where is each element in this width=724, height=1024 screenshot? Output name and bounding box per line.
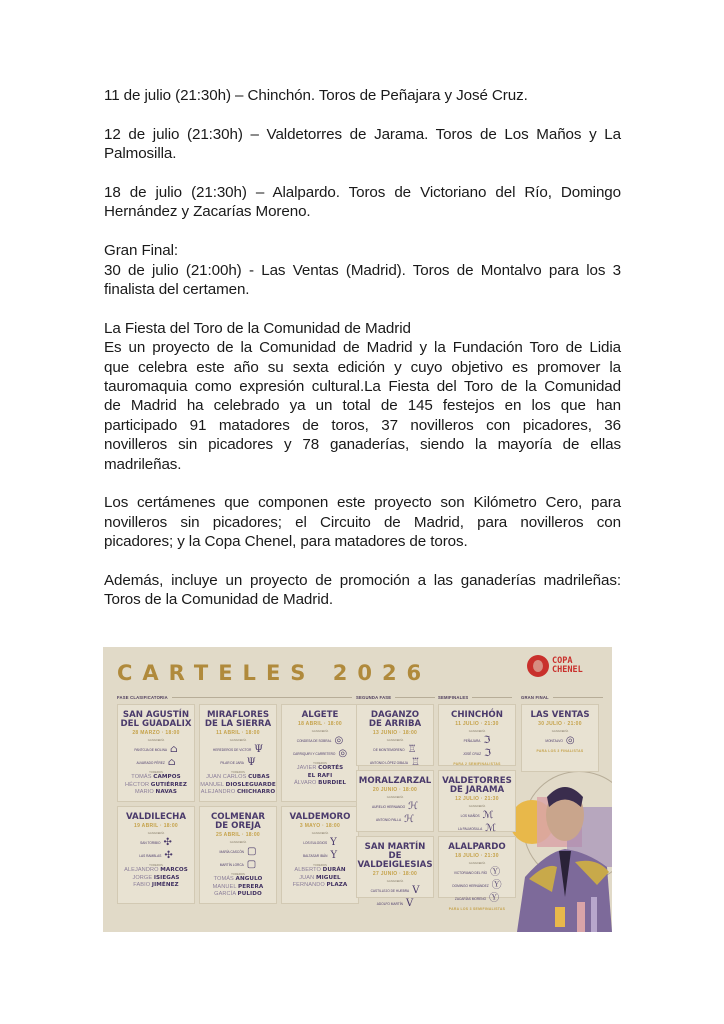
cattle-brand-icon: ℑ bbox=[484, 748, 492, 759]
cattle-brand-icon: Ψ bbox=[246, 757, 256, 768]
text-line: Palmosilla. bbox=[104, 145, 177, 163]
paragraph bbox=[104, 125, 621, 164]
ganaderia-item: MARÍA CASCÓN ▢ bbox=[219, 846, 257, 857]
card-city: COLMENAR DE OREJA bbox=[211, 812, 265, 831]
cattle-brand-icon: ⌂ bbox=[167, 757, 176, 768]
card-note: PARA LOS 3 SEMIFINALISTAS bbox=[448, 907, 506, 911]
ganaderia-item: AURELIO HERNANDO ℋ bbox=[371, 801, 418, 812]
bull-head-icon bbox=[527, 655, 549, 677]
ganaderia-item: JOSÉ CRUZ ℑ bbox=[462, 748, 492, 759]
torero-name: JAVIER CORTÉS bbox=[296, 765, 344, 771]
ganaderia-item: ALVARADO PÉREZ ⌂ bbox=[136, 757, 176, 768]
poster-title: CARTELES 2026 bbox=[117, 661, 432, 685]
torero-name: TOMÁS ANGULO bbox=[213, 876, 263, 882]
phase-clasificatoria bbox=[117, 695, 352, 700]
toreros-label: TOREROS bbox=[313, 863, 327, 867]
ganaderia-label: GANADERÍA bbox=[147, 831, 165, 835]
cattle-brand-icon: Y bbox=[330, 850, 338, 861]
ganaderia-item: CONDESA DE SOBRAL ◎ bbox=[296, 735, 344, 746]
ganaderia-label: GANADERÍA bbox=[311, 729, 329, 733]
ganaderia-label: GANADERÍA bbox=[229, 840, 247, 844]
torero-name: GARCÍA PULIDO bbox=[214, 891, 262, 898]
ganaderia-item: ZACARÍAS MORENO Ⓨ bbox=[454, 893, 500, 904]
event-card bbox=[356, 836, 434, 909]
text-line: novilleros sin picadores y 78 ganaderías, siendo la mayoría de ellas bbox=[104, 436, 621, 454]
cattle-brand-icon: Ⅴ bbox=[412, 885, 420, 896]
cattle-brand-icon: ◎ bbox=[565, 735, 575, 746]
divider bbox=[553, 697, 603, 698]
text-line: 12 de julio (21:30h) – Valdetorres de Jarama. Toros de Los Maños y La bbox=[104, 125, 621, 143]
card-city: DAGANZO DE ARRIBA bbox=[368, 710, 422, 729]
card-city: VALDETORRES DE JARAMA bbox=[442, 776, 512, 795]
ganaderia-item: LOS EULOGIOS Y bbox=[303, 837, 337, 848]
card-city: SAN MARTÍN DE VALDEIGLESIAS bbox=[357, 842, 433, 870]
ganaderia-label: GANADERÍA bbox=[551, 729, 569, 733]
card-note: PARA 2 SEMIFINALISTAS bbox=[453, 762, 501, 766]
text-line: La Fiesta del Toro de la Comunidad de Madrid bbox=[104, 319, 411, 337]
ganaderia-item: ANTONIO LÓPEZ GIBAJA ♖ bbox=[370, 757, 420, 768]
divider bbox=[172, 697, 352, 698]
paragraph bbox=[104, 241, 621, 299]
text-line: que celebra este año su sexta edición y cuyo objetivo es promover la bbox=[104, 358, 621, 376]
ganaderia-label: GANADERÍA bbox=[386, 795, 404, 799]
event-card bbox=[356, 770, 434, 832]
toreros-label: TOREROS bbox=[313, 761, 327, 765]
ganaderia-item: MONTALVO ◎ bbox=[545, 735, 575, 746]
phase-final bbox=[521, 695, 603, 700]
cattle-brand-icon: ℳ bbox=[482, 810, 494, 821]
torero-name: ALBERTO DURÁN bbox=[294, 867, 346, 873]
torero-name: ALEJANDRO CHICHARRO bbox=[200, 789, 276, 796]
card-date: 18 JULIO · 21:30 bbox=[455, 853, 499, 859]
torero-name: JUAN CARLOS CUBAS bbox=[206, 774, 270, 780]
torero-name: TOMÁS CAMPOS bbox=[131, 774, 181, 780]
toreros-label: TOREROS bbox=[149, 863, 163, 867]
event-card bbox=[356, 704, 434, 766]
cattle-brand-icon: Ⓨ bbox=[490, 867, 501, 878]
card-date: 25 ABRIL · 18:00 bbox=[216, 832, 260, 838]
event-card bbox=[438, 770, 516, 832]
cattle-brand-icon: ♖ bbox=[407, 744, 417, 755]
card-date: 20 JUNIO · 18:00 bbox=[372, 787, 418, 793]
divider bbox=[395, 697, 435, 698]
cattle-brand-icon: ♖ bbox=[411, 757, 420, 768]
text-line: Es un proyecto de la Comunidad de Madrid y la Fundación Toro de Lidia bbox=[104, 339, 621, 357]
event-card bbox=[199, 704, 277, 802]
ganaderia-item: CASTILLEJO DE HUEBRA Ⅴ bbox=[370, 885, 420, 896]
ganaderia-item: VICTORIANO DEL RÍO Ⓨ bbox=[453, 867, 501, 878]
ganaderia-item: LAS RAMBLAS ✣ bbox=[139, 850, 173, 861]
ganaderia-item: PANTOJA DE MOLINA ⌂ bbox=[134, 744, 178, 755]
paragraph bbox=[104, 493, 621, 551]
text-line: finalista del certamen. bbox=[104, 281, 250, 299]
ganaderia-label: GANADERÍA bbox=[468, 861, 486, 865]
phase-label: SEMIFINALES bbox=[438, 695, 469, 700]
ganaderia-item: PILAR DE JARA Ψ bbox=[220, 757, 256, 768]
torero-name: ÁLVARO BURDIEL bbox=[293, 780, 347, 787]
cattle-brand-icon: Y bbox=[330, 837, 337, 848]
card-date: 13 JUNIO · 18:00 bbox=[372, 730, 418, 736]
event-card bbox=[117, 704, 195, 802]
torero-name: MANUEL PERERA bbox=[212, 883, 264, 890]
card-city: MORALZARZAL bbox=[358, 776, 432, 786]
card-date: 19 ABRIL · 18:00 bbox=[134, 823, 178, 829]
card-date: 12 JULIO · 21:30 bbox=[455, 796, 499, 802]
text-line: novilleros sin picadores; el Circuito de Madrid, para novilleros con bbox=[104, 513, 621, 531]
toreros-label: TOREROS bbox=[231, 872, 245, 876]
text-line: Gran Final: bbox=[104, 242, 179, 260]
text-line: de Madrid ha celebrado ya un total de 145 festejos en los que han bbox=[104, 397, 621, 415]
paragraph bbox=[104, 183, 621, 222]
cattle-brand-icon: ⌂ bbox=[170, 744, 178, 755]
torero-name: MARIO NAVAS bbox=[135, 789, 177, 796]
cattle-brand-icon: ◎ bbox=[334, 735, 344, 746]
text-line: 18 de julio (21:30h) – Alalpardo. Toros de Victoriano del Río, Domingo bbox=[104, 184, 621, 201]
ganaderia-item: HEREDEROS DE VICTOR Ψ bbox=[212, 744, 264, 755]
card-city: ALGETE bbox=[301, 710, 339, 720]
ganaderia-item: ANTONIO PALLA ℋ bbox=[376, 814, 414, 825]
portrait-lilac-bar bbox=[591, 897, 597, 932]
document-body bbox=[104, 86, 621, 629]
card-city: ALALPARDO bbox=[448, 842, 506, 852]
ganaderia-label: GANADERÍA bbox=[468, 804, 486, 808]
ganaderia-item: PEÑAJARA ℑ bbox=[463, 735, 491, 746]
ganaderia-label: GANADERÍA bbox=[386, 879, 404, 883]
card-date: 11 ABRIL · 18:00 bbox=[216, 730, 260, 736]
ganaderia-item: LOS MAÑOS ℳ bbox=[460, 810, 494, 821]
torero-name: HÉCTOR GUTIÉRREZ bbox=[124, 781, 188, 788]
torero-name: FERNANDO PLAZA bbox=[292, 882, 348, 889]
card-city: SAN AGUSTÍN DEL GUADALIX bbox=[120, 710, 192, 729]
divider bbox=[472, 697, 512, 698]
phase-segunda bbox=[356, 695, 435, 700]
phase-label: FASE CLASIFICATORIA bbox=[117, 695, 168, 700]
cattle-brand-icon: ℋ bbox=[408, 801, 418, 812]
logo-text-line1: COPA bbox=[552, 656, 573, 666]
cattle-brand-icon: Ⅴ bbox=[405, 898, 414, 909]
ganaderia-label: GANADERÍA bbox=[229, 738, 247, 742]
ganaderia-label: GANADERÍA bbox=[468, 729, 486, 733]
portrait-pink-bar bbox=[577, 902, 585, 932]
card-city: CHINCHÓN bbox=[451, 710, 503, 720]
ganaderia-item: DE MONTEMORENO ♖ bbox=[373, 744, 417, 755]
text-line: participado 91 matadores de toros, 37 novilleros con picadores, 36 bbox=[104, 416, 621, 434]
torero-portrait bbox=[507, 767, 612, 932]
copa-chenel-logo bbox=[527, 655, 583, 677]
logo-text-line2: CHENEL bbox=[552, 665, 583, 675]
carteles-poster bbox=[103, 647, 612, 932]
paragraph bbox=[104, 86, 621, 105]
card-date: 3 MAYO · 18:00 bbox=[299, 823, 341, 829]
cattle-brand-icon: ℋ bbox=[404, 814, 414, 825]
event-card bbox=[521, 704, 599, 772]
torero-name: EL RAFI bbox=[307, 772, 333, 779]
paragraph bbox=[104, 571, 621, 610]
ganaderia-item: LA PALMOSILLA ℳ bbox=[458, 823, 496, 834]
torero-name: JORGE ISIEGAS bbox=[132, 874, 180, 881]
cattle-brand-icon: ℳ bbox=[485, 823, 496, 834]
text-line: Los certámenes que componen este proyecto son Kilómetro Cero, para bbox=[104, 494, 621, 512]
phase-semifinales bbox=[438, 695, 512, 700]
text-line: madrileñas. bbox=[104, 455, 182, 473]
event-card bbox=[281, 704, 359, 802]
text-line: Además, incluye un proyecto de promoción a las ganaderías madrileñas: bbox=[104, 572, 621, 590]
portrait-yellow-bar bbox=[555, 907, 565, 927]
cattle-brand-icon: ▢ bbox=[247, 846, 257, 857]
torero-name: MANUEL DIOSLEGUARDE bbox=[200, 781, 276, 788]
ganaderia-item: DOMINGO HERNÁNDEZ Ⓨ bbox=[452, 880, 502, 891]
card-note: PARA LOS 3 FINALISTAS bbox=[536, 749, 584, 753]
card-date: 11 JULIO · 21:30 bbox=[455, 721, 499, 727]
card-city: VALDILECHA bbox=[125, 812, 187, 822]
text-line: Hernández y Zacarías Moreno. bbox=[104, 203, 311, 221]
ganaderia-label: GANADERÍA bbox=[311, 831, 329, 835]
card-date: 28 MARZO · 18:00 bbox=[132, 730, 180, 736]
event-card bbox=[117, 806, 195, 904]
phase-label: GRAN FINAL bbox=[521, 695, 549, 700]
ganaderia-item: CARRIQUIRI Y CARRETERO ◎ bbox=[292, 748, 348, 759]
ganaderia-item: SAN TORIBIO ✣ bbox=[140, 837, 172, 848]
cattle-brand-icon: ✣ bbox=[163, 837, 172, 848]
card-date: 30 JULIO · 21:00 bbox=[538, 721, 582, 727]
ganaderia-label: GANADERÍA bbox=[147, 738, 165, 742]
cattle-brand-icon: Ⓨ bbox=[491, 880, 502, 891]
toreros-label: TOREROS bbox=[149, 770, 163, 774]
card-date: 18 ABRIL · 18:00 bbox=[298, 721, 342, 727]
event-card bbox=[281, 806, 359, 904]
text-line: tauromaquia como expresión cultural.La Fiesta del Toro de la Comunidad bbox=[104, 378, 621, 396]
card-date: 27 JUNIO · 18:00 bbox=[372, 871, 418, 877]
event-card bbox=[199, 806, 277, 904]
event-card bbox=[438, 704, 516, 766]
torero-name: FABIO JIMÉNEZ bbox=[133, 882, 179, 889]
ganaderia-label: GANADERÍA bbox=[386, 738, 404, 742]
cattle-brand-icon: ▢ bbox=[246, 859, 257, 870]
paragraph bbox=[104, 319, 621, 474]
cattle-brand-icon: Ψ bbox=[254, 744, 264, 755]
cattle-brand-icon: ✣ bbox=[164, 850, 173, 861]
card-city: MIRAFLORES DE LA SIERRA bbox=[204, 710, 272, 729]
ganaderia-item: BALTASAR IBÁN Y bbox=[302, 850, 338, 861]
card-city: VALDEMORO bbox=[289, 812, 351, 822]
phase-label: SEGUNDA FASE bbox=[356, 695, 392, 700]
event-card bbox=[438, 836, 516, 911]
text-line: Toros de la Comunidad de Madrid. bbox=[104, 591, 333, 609]
text-line: 11 de julio (21:30h) – Chinchón. Toros de Peñajara y José Cruz. bbox=[104, 87, 528, 104]
torero-name: ALEJANDRO MARCOS bbox=[124, 867, 188, 873]
ganaderia-item: MARTÍN LORCA ▢ bbox=[219, 859, 257, 870]
cattle-brand-icon: ◎ bbox=[338, 748, 348, 759]
toreros-label: TOREROS bbox=[231, 770, 245, 774]
cattle-brand-icon: ℑ bbox=[483, 735, 491, 746]
card-city: LAS VENTAS bbox=[530, 710, 590, 720]
torero-name: JUAN MIGUEL bbox=[299, 874, 341, 881]
cattle-brand-icon: Ⓨ bbox=[489, 893, 500, 904]
text-line: picadores; y la Copa Chenel, para matadores de toros. bbox=[104, 533, 468, 551]
ganaderia-item: ADOLFO MARTÍN Ⅴ bbox=[376, 898, 414, 909]
text-line: 30 de julio (21:00h) - Las Ventas (Madrid). Toros de Montalvo para los 3 bbox=[104, 261, 621, 279]
